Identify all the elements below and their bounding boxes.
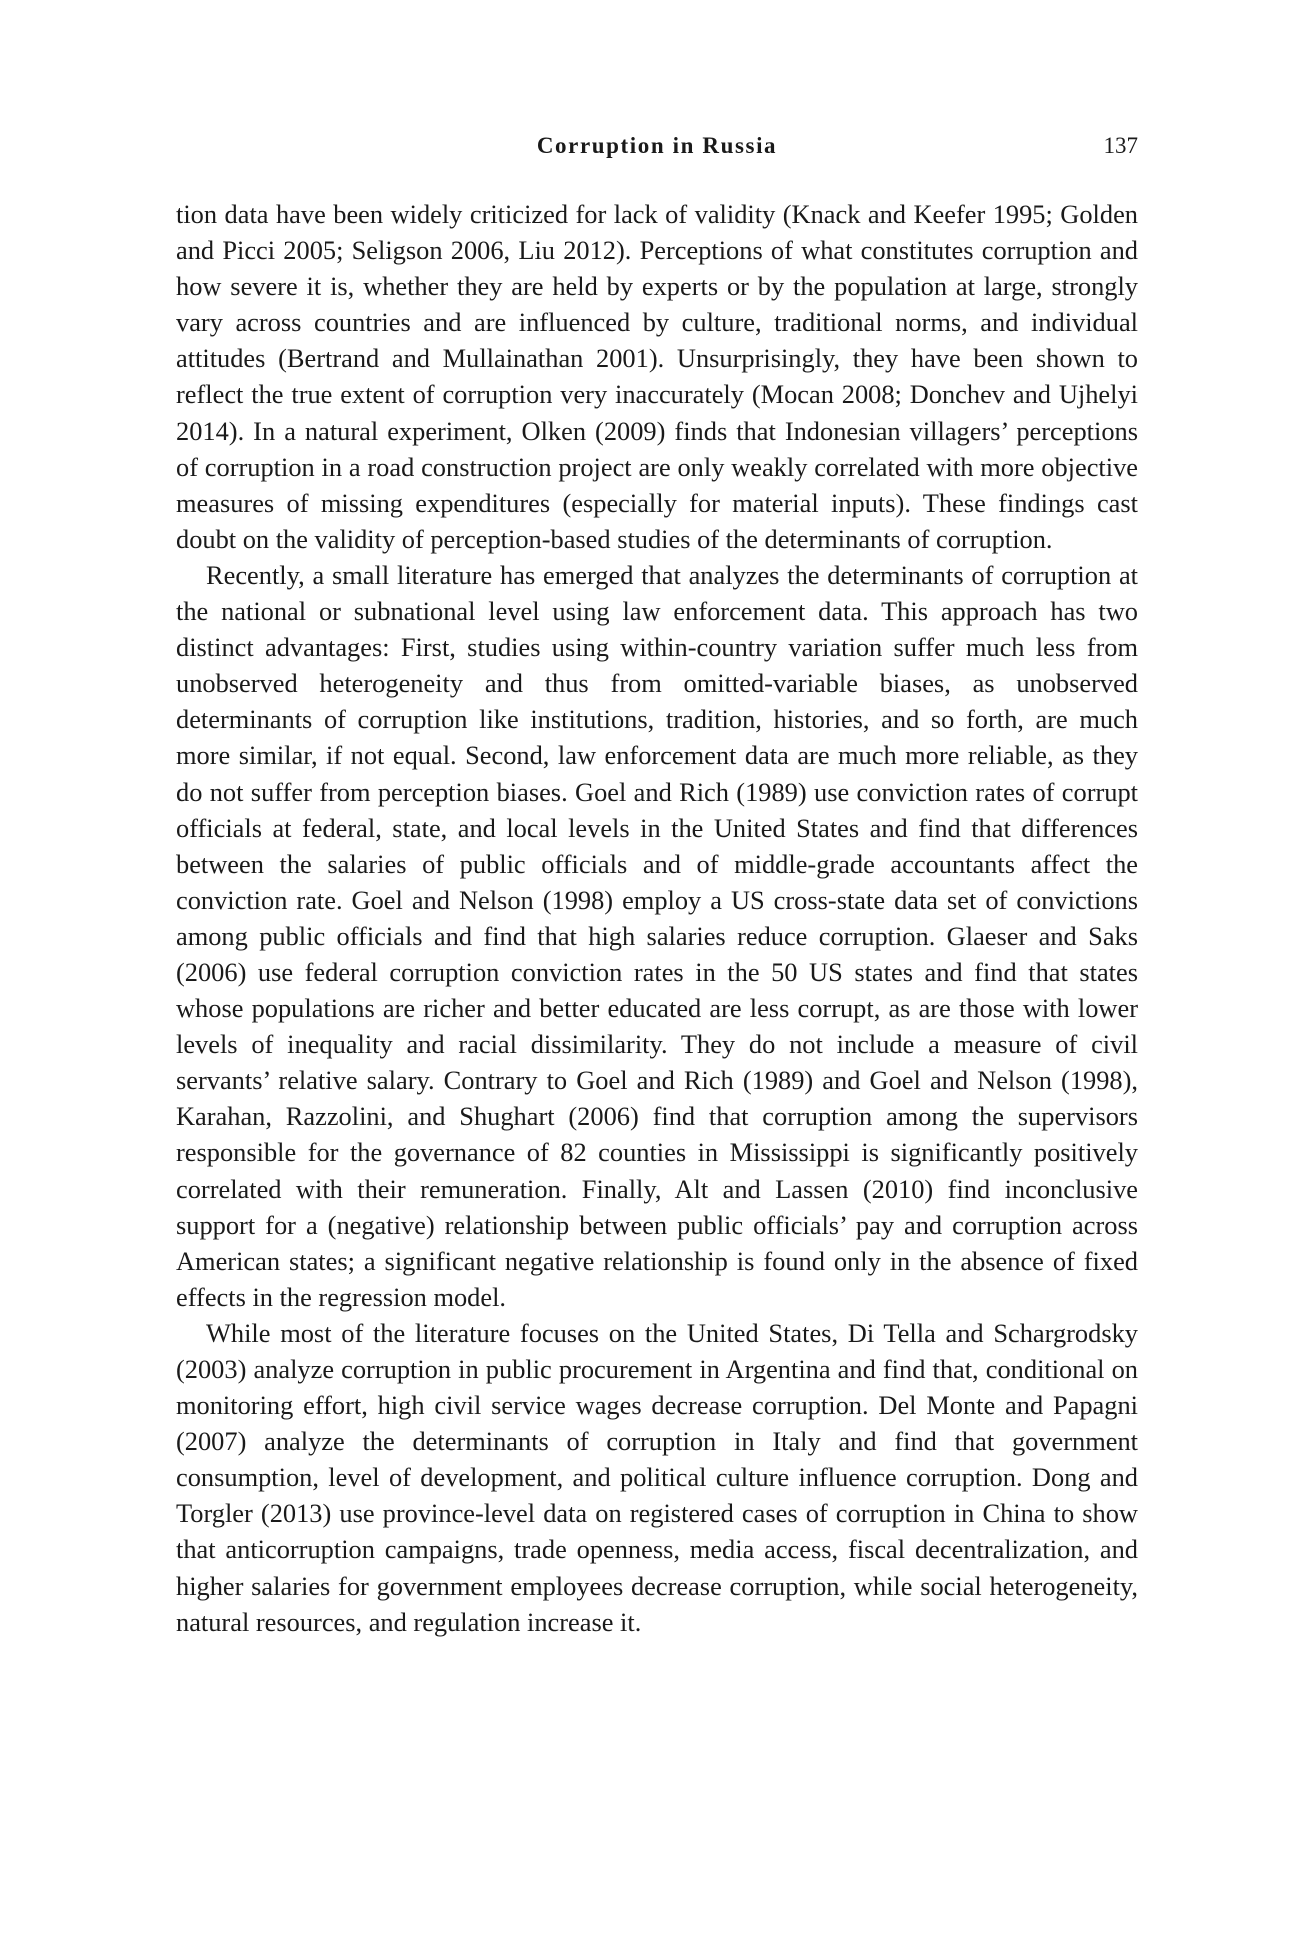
body-text [176,196,1138,1640]
running-title: Corruption in Russia [536,133,778,158]
paragraph-3: While most of the literature focuses on the United States, Di Tella and Schargrodsky (2003) analyze corruption in public procurement in Argentina and find that, conditional on monitoring effort, high civil service wages decrease corruption. Del Monte and Papagni (2007) analyze the determinants of corruption in Italy and find that government consumption, level of development, and political culture influence corruption. Dong and Torgler (2013) use province-level data on registered cases of corruption in China to show that anticorruption campaigns, trade openness, media access, fiscal decentralization, and higher salaries for government employees decrease corruption, while social heterogeneity, natural resources, and regulation increase it. [176,1317,1138,1637]
page-number: 137 [1103,133,1138,158]
paragraph-2: Recently, a small literature has emerged that analyzes the determinants of corruption at the national or subnational level using law enforcement data. This approach has two distinct advantages: First, studies using within-country variation suffer much less from unobserved heterogeneity and thus from omitted-variable biases, as unobserved determinants of corruption like institutions, tradition, histories, and so forth, are much more similar, if not equal. Second, law enforcement data are much more reliable, as they do not suffer from perception biases. Goel and Rich (1989) use conviction rates of corrupt officials at federal, state, and local levels in the United States and find that differences between the salaries of public officials and of middle-grade accountants affect the conviction rate. Goel and Nelson (1998) employ a US cross-state data set of convictions among public officials and find that high salaries reduce corruption. Glaeser and Saks (2006) use federal corruption conviction rates in the 50 US states and find that states whose populations are richer and better educated are less corrupt, as are those with lower levels of inequality and racial dissimilarity. They do not include a measure of civil servants’ relative salary. Contrary to Goel and Rich (1989) and Goel and Nelson (1998), Karahan, Razzolini, and Shughart (2006) find that corruption among the supervisors responsible for the governance of 82 counties in Mississippi is significantly positively correlated with their remuneration. Finally, Alt and Lassen (2010) find inconclusive support for a (negative) relationship between public officials’ pay and corruption across American states; a significant negative relationship is found only in the absence of fixed effects in the regression model. [176,559,1138,1312]
paragraph-1: tion data have been widely criticized for lack of validity (Knack and Keefer 1995; Golden and Picci 2005; Seligson 2006, Liu 2012). Perceptions of what constitutes corruption and how severe it is, whether they are held by experts or by the population at large, strongly vary across countries and are influenced by culture, traditional norms, and individual attitudes (Bertrand and Mullainathan 2001). Unsurprisingly, they have been shown to reflect the true extent of corruption very inaccurately (Mocan 2008; Donchev and Ujhelyi 2014). In a natural experiment, Olken (2009) finds that Indonesian villagers’ perceptions of corruption in a road construction project are only weakly correlated with more objective measures of missing expenditures (especially for material inputs). These findings cast doubt on the validity of perception-based studies of the determinants of corruption. [176,199,1138,554]
page-header [176,128,1138,168]
